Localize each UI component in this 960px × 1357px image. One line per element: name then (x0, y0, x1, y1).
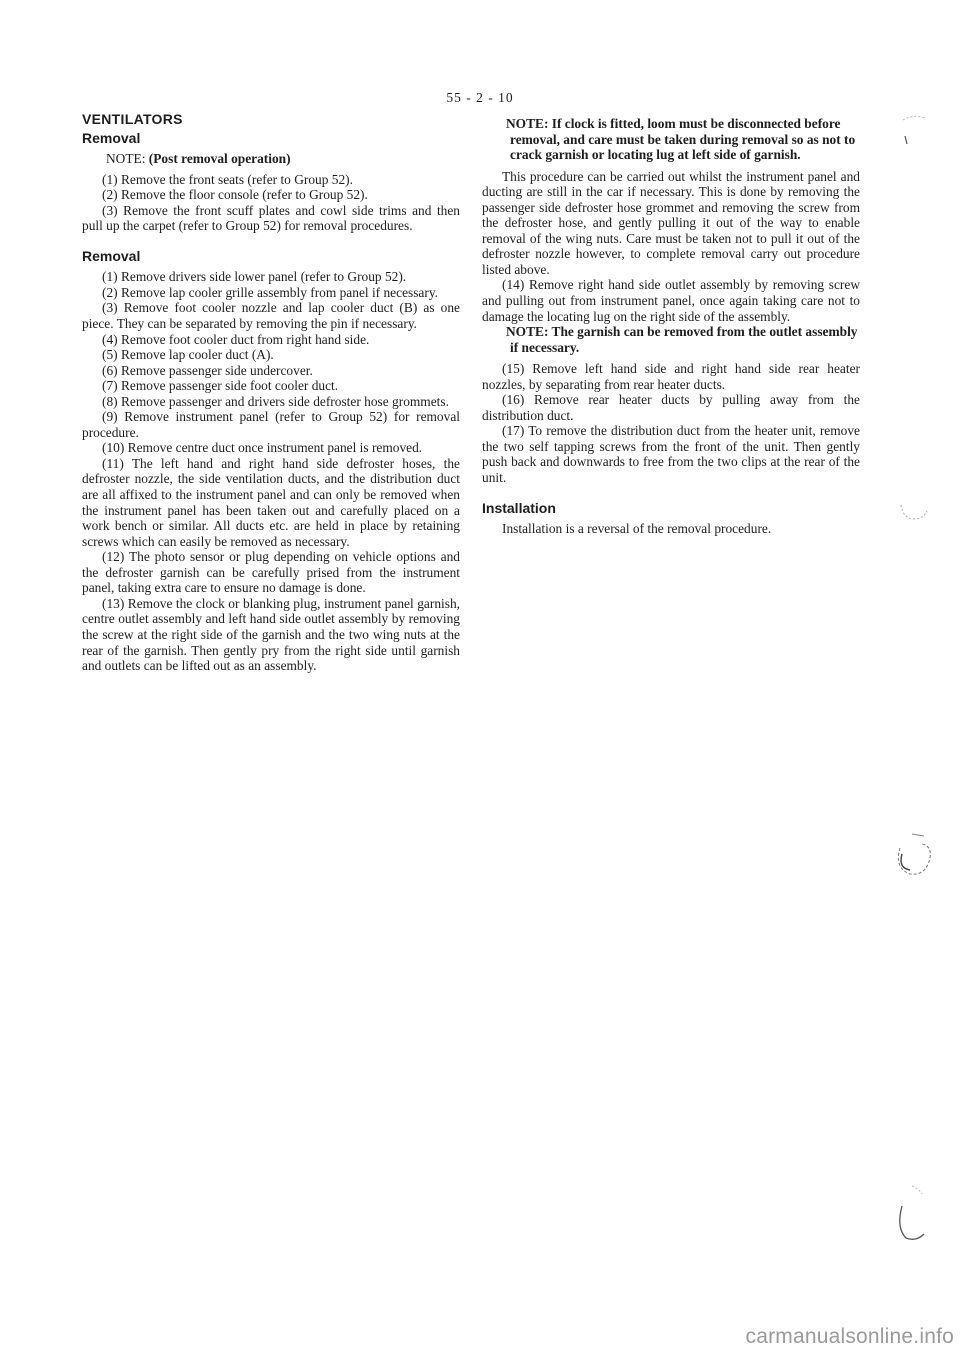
scan-mark-bottom (888, 1180, 938, 1250)
step-b-5: (5) Remove lap cooler duct (A). (102, 347, 274, 363)
installation-text: Installation is a reversal of the removal procedure. (502, 521, 772, 537)
step-b-8: (8) Remove passenger and drivers side defroster hose grommets. (102, 393, 449, 409)
section-title: VENTILATORS (82, 111, 183, 127)
step-16: (16) Remove rear heater ducts by pulling away from the distribution duct. (482, 392, 860, 423)
post-removal-note (82, 151, 460, 167)
scan-mark-mid (895, 495, 935, 535)
in-car-procedure: This procedure can be carried out whilst the instrument panel and ducting are still in the car if necessary. This is done by removing the passenger side defroster hose grommet and removing the screw from the defroster hose, and gently pulling it out of the way to enable removal of the wing nuts. Care must be taken not to pull it out of the defroster nozzle however, to complete removal carry out procedure listed above. (482, 168, 860, 277)
garnish-note: NOTE: The garnish can be removed from the outlet assembly if necessary. (506, 324, 858, 355)
step-b-12: (12) The photo sensor or plug depending on vehicle options and the defroster garnish can be carefully prised from the instrument panel, taking extra care to ensure no damage is done. (82, 549, 460, 596)
note-text: (Post removal operation) (148, 151, 291, 167)
step-17: (17) To remove the distribution duct from the heater unit, remove the two self tapping screws from the front of the unit. Then gently push back and downwards to free from the two clips at the rear of the unit. (482, 423, 860, 486)
step-a-2: (2) Remove the floor console (refer to Group 52). (102, 187, 368, 203)
step-b-7: (7) Remove passenger side foot cooler duct. (102, 378, 339, 394)
watermark-text: carmanualsonline.info (745, 1325, 954, 1348)
scan-mark-top (895, 112, 935, 152)
step-b-3: (3) Remove foot cooler nozzle and lap cooler duct (B) as one piece. They can be separated by removing the pin if necessary. (82, 300, 460, 332)
step-a-1: (1) Remove the front seats (refer to Group 52). (102, 171, 353, 187)
removal-heading-2: Removal (82, 247, 141, 264)
step-b-4: (4) Remove foot cooler duct from right hand side. (102, 331, 370, 347)
step-a-3: (3) Remove the front scuff plates and cowl side trims and then pull up the carpet (refer to Group 52) for removal procedures. (82, 202, 460, 234)
step-b-13: (13) Remove the clock or blanking plug, instrument panel garnish, centre outlet assembly and left hand side outlet assembly by removing the screw at the right side of the garnish and the two wing nuts at the rear of the garnish. Then gently pry from the right side until garnish and outlets can be lifted out as an assembly. (82, 595, 460, 674)
clock-note: NOTE: If clock is fitted, loom must be disconnected before removal, and care must be taken during removal so as not to crack garnish or locating lug at left side of garnish. (506, 116, 856, 163)
step-b-11: (11) The left hand and right hand side defroster hoses, the defroster nozzle, the side ventilation ducts, and the distribution duct are all affixed to the instrument panel and can only be removed when the instrument panel has been taken out and carefully placed on a work bench or similar. All ducts etc. are held in place by retaining screws which can easily be removed as necessary. (82, 455, 460, 549)
note-label: NOTE: (106, 151, 146, 167)
step-b-2: (2) Remove lap cooler grille assembly from panel if necessary. (102, 284, 439, 300)
step-b-6: (6) Remove passenger side undercover. (102, 362, 313, 378)
step-b-9: (9) Remove instrument panel (refer to Group 52) for removal procedure. (82, 409, 460, 440)
step-15: (15) Remove left hand side and right hand side rear heater nozzles, by separating from rear heater ducts. (482, 361, 860, 392)
removal-heading: Removal (82, 129, 141, 146)
left-column (82, 112, 460, 674)
step-b-10: (10) Remove centre duct once instrument panel is removed. (102, 440, 423, 456)
installation-heading: Installation (482, 499, 556, 516)
step-14: (14) Remove right hand side outlet assembly by removing screw and pulling out from instrument panel, once again taking care not to damage the locating lug on the right side of the assembly. (482, 277, 860, 324)
step-b-1: (1) Remove drivers side lower panel (refer to Group 52). (102, 269, 407, 285)
scan-mark-lower (888, 828, 938, 884)
right-column (482, 116, 860, 537)
page-number: 55 - 2 - 10 (446, 90, 514, 105)
